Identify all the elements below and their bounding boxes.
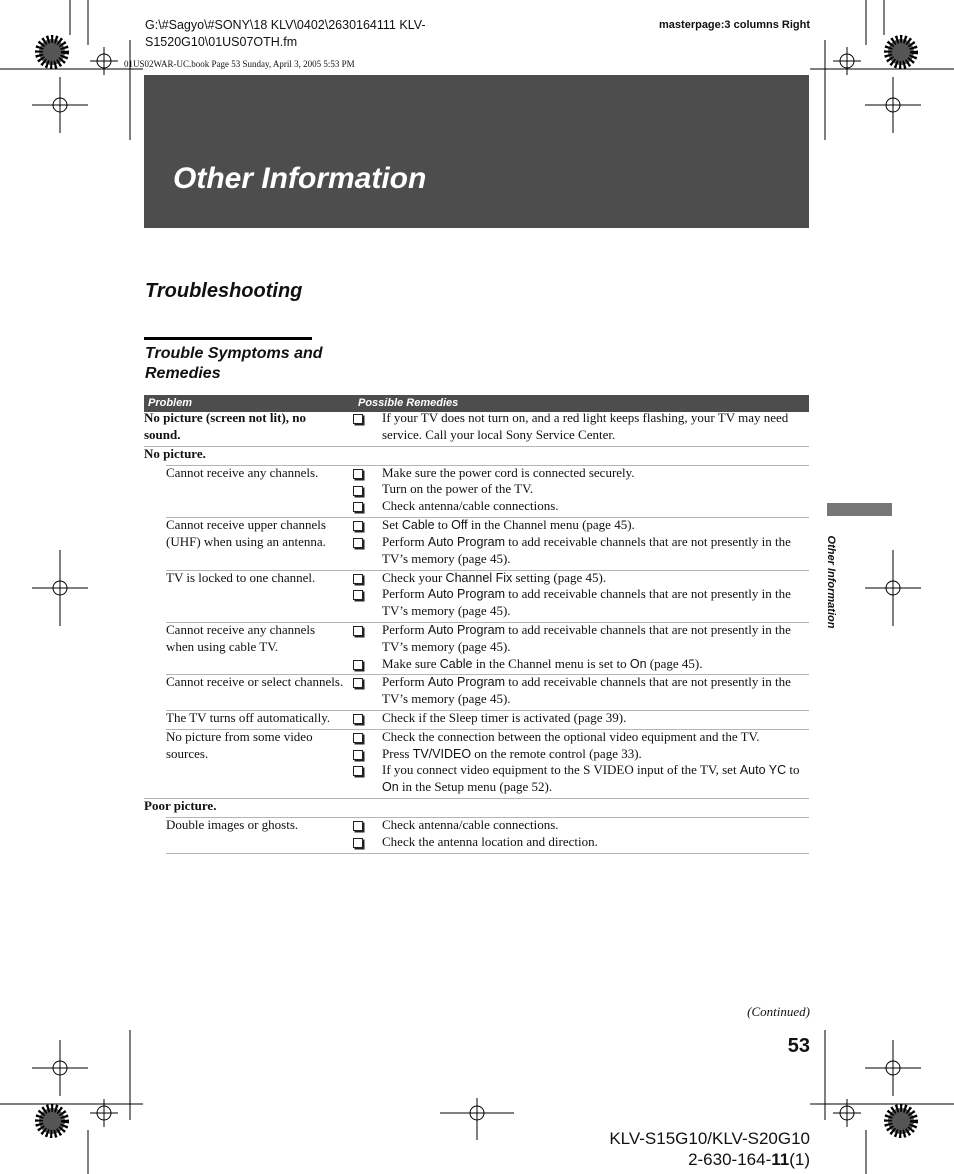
- section-title: Troubleshooting: [145, 280, 303, 302]
- remedy-item: Turn on the power of the TV.: [382, 481, 534, 496]
- chapter-banner: [144, 75, 809, 228]
- checkbox-icon: [353, 838, 363, 848]
- remedy-item: Perform Auto Program to add receivable channels that are not presently in the TV’s memory (page 45).: [382, 534, 791, 566]
- remedy-item: Make sure Cable in the Channel menu is set to On (page 45).: [382, 656, 703, 671]
- row-divider: [144, 446, 809, 447]
- model-number: KLV-S15G10/KLV-S20G10: [609, 1129, 810, 1148]
- page-number: 53: [787, 1035, 810, 1057]
- checkbox-icon: [353, 821, 363, 831]
- problem-cell: Cannot receive upper channels (UHF) when using an antenna.: [166, 517, 326, 549]
- remedy-item: Check your Channel Fix setting (page 45).: [382, 570, 607, 585]
- remedy-item: Perform Auto Program to add receivable channels that are not presently in the TV’s memory (page 45).: [382, 674, 791, 706]
- checkbox-icon: [353, 733, 363, 743]
- side-tab-bar: [827, 503, 892, 516]
- remedy-item: Check the connection between the optional video equipment and the TV.: [382, 729, 760, 744]
- crosshair-target-icon: [90, 47, 118, 75]
- column-header-problem: Problem: [148, 397, 193, 409]
- remedy-item: Check the antenna location and direction.: [382, 834, 598, 849]
- checkbox-icon: [353, 469, 363, 479]
- group-heading: No picture.: [144, 446, 206, 461]
- problem-cell: The TV turns off automatically.: [166, 710, 331, 725]
- checkbox-icon: [353, 486, 363, 496]
- subsection-title: Trouble Symptoms and Remedies: [145, 345, 323, 382]
- checkbox-icon: [353, 574, 363, 584]
- side-tab-label: Other Information: [825, 535, 837, 629]
- remedy-item: Check antenna/cable connections.: [382, 498, 559, 513]
- problem-cell: Cannot receive any channels when using cable TV.: [166, 622, 316, 654]
- checkbox-icon: [353, 502, 363, 512]
- checkbox-icon: [353, 590, 363, 600]
- continued-note: (Continued): [747, 1004, 810, 1019]
- chapter-title: Other Information: [173, 162, 427, 195]
- remedy-item: Press TV/VIDEO on the remote control (page 33).: [382, 746, 642, 761]
- checkbox-icon: [353, 626, 363, 636]
- file-path: G:\#Sagyo\#SONY\18 KLV\0402\2630164111 KLV-S1520G10\01US07OTH.fm: [145, 18, 426, 49]
- remedy-item: Perform Auto Program to add receivable channels that are not presently in the TV’s memory (page 45).: [382, 586, 791, 618]
- checkbox-icon: [353, 714, 363, 724]
- group-heading: Poor picture.: [144, 798, 217, 813]
- problem-cell: TV is locked to one channel.: [166, 570, 316, 585]
- remedy-item: Set Cable to Off in the Channel menu (page 45).: [382, 517, 635, 532]
- remedy-item: Make sure the power cord is connected securely.: [382, 465, 635, 480]
- remedy-item: Check antenna/cable connections.: [382, 817, 559, 832]
- problem-cell: No picture from some video sources.: [166, 729, 313, 761]
- checkbox-icon: [353, 766, 363, 776]
- problem-cell: Double images or ghosts.: [166, 817, 299, 832]
- problem-cell: No picture (screen not lit), no sound.: [144, 410, 306, 442]
- master-page-label: masterpage:3 columns Right: [659, 19, 810, 31]
- problem-cell: Cannot receive or select channels.: [166, 674, 344, 689]
- row-divider: [144, 798, 809, 799]
- column-header-remedies: Possible Remedies: [358, 397, 459, 409]
- remedy-item: Check if the Sleep timer is activated (page 39).: [382, 710, 627, 725]
- subsection-rule: [144, 337, 312, 340]
- checkbox-icon: [353, 750, 363, 760]
- document-code: 2-630-164-11(1): [688, 1150, 810, 1169]
- checkbox-icon: [353, 660, 363, 670]
- problem-cell: Cannot receive any channels.: [166, 465, 319, 480]
- row-divider: [166, 853, 809, 854]
- checkbox-icon: [353, 678, 363, 688]
- remedy-item: If your TV does not turn on, and a red light keeps flashing, your TV may need service. Call your local Sony Service Center.: [382, 410, 789, 442]
- remedy-item: Perform Auto Program to add receivable channels that are not presently in the TV’s memory (page 45).: [382, 622, 791, 654]
- checkbox-icon: [353, 521, 363, 531]
- checkbox-icon: [353, 538, 363, 548]
- checkbox-icon: [353, 414, 363, 424]
- remedy-item: If you connect video equipment to the S VIDEO input of the TV, set Auto YC to On in the Setup menu (page 52).: [382, 762, 800, 794]
- book-info-line: 01US02WAR-UC.book Page 53 Sunday, April 3, 2005 5:53 PM: [124, 59, 355, 69]
